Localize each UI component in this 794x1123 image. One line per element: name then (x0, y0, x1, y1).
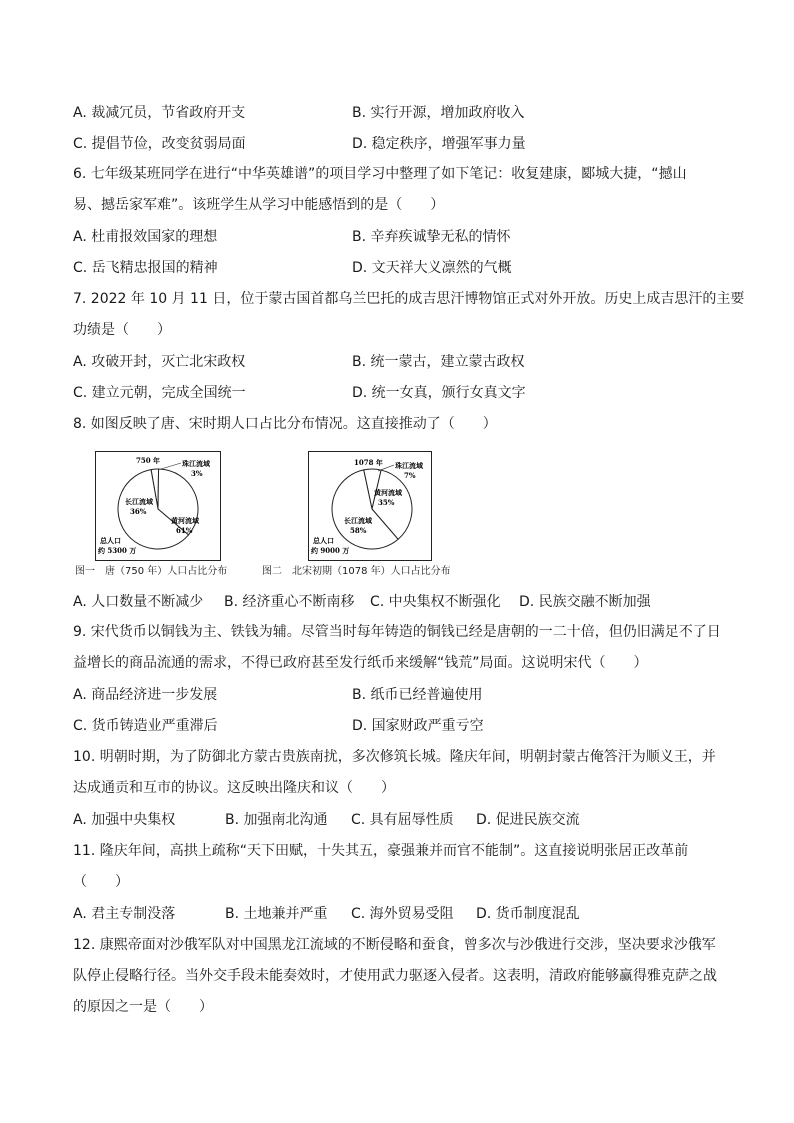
figure-1-changjiang-value: 36% (130, 507, 147, 516)
figure-2-caption: 图二 北宋初期（1078 年）人口占比分布 (262, 566, 451, 577)
q9-stem-line-1: 9. 宋代货币以铜钱为主、铁钱为辅。尽管当时每年铸造的铜钱已经是唐朝的一二十倍，但仍旧满足不了日 (73, 624, 721, 640)
figure-2-year-label: 1078 年 (354, 458, 383, 467)
q11-stem-line-2: （ ） (73, 874, 129, 890)
q12-stem-line-1: 12. 康熙帝面对沙俄军队对中国黑龙江流域的不断侵略和蚕食，曾多次与沙俄进行交涉，坚决要求沙俄军 (73, 937, 716, 953)
q8-option-a: A. 人口数量不断减少 (73, 594, 204, 610)
figure-1-zhujiang-name: 珠江流域 (182, 459, 210, 468)
q7-stem-line-2: 功绩是（ ） (73, 322, 171, 338)
q11-stem-line-1: 11. 隆庆年间，高拱上疏称“天下田赋，十失其五，豪强兼并而官不能制”。这直接说明张居正改革前 (73, 843, 689, 859)
q6-stem-line-1: 6. 七年级某班同学在进行“中华英雄谱”的项目学习中整理了如下笔记：收复建康，郾城大捷，“撼山 (73, 166, 687, 182)
figure-2-huanghe-value: 35% (378, 498, 395, 507)
q10-stem-line-1: 10. 明朝时期，为了防御北方蒙古贵族南扰，多次修筑长城。隆庆年间，明朝封蒙古俺答汗为顺义王，并 (73, 749, 716, 765)
figure-2-pie-chart (308, 451, 432, 561)
q7-option-b: B. 统一蒙古，建立蒙古政权 (352, 354, 525, 370)
figure-2-zhujiang-name: 珠江流域 (395, 461, 423, 470)
q9-option-c: C. 货币铸造业严重滞后 (73, 718, 218, 734)
q10-stem-line-2: 达成通贡和互市的协议。这反映出隆庆和议（ ） (73, 780, 395, 796)
figure-1-huanghe-value: 61% (176, 526, 193, 535)
q10-option-a: A. 加强中央集权 (73, 812, 176, 828)
q7-option-a: A. 攻破开封，灭亡北宋政权 (73, 354, 246, 370)
q9-option-b: B. 纸币已经普遍使用 (352, 687, 483, 703)
figure-1-total-label: 总人口 (100, 536, 121, 545)
q9-option-a: A. 商品经济进一步发展 (73, 687, 218, 703)
q10-option-b: B. 加强南北沟通 (225, 812, 328, 828)
q6-option-d: D. 文天祥大义凛然的气概 (352, 260, 512, 276)
figure-2-total-label: 总人口 (313, 536, 334, 545)
q12-stem-line-3: 的原因之一是（ ） (73, 999, 213, 1015)
figure-2-changjiang-value: 58% (350, 526, 367, 535)
q8-option-d: D. 民族交融不断加强 (519, 594, 651, 610)
q9-option-d: D. 国家财政严重亏空 (352, 718, 484, 734)
figure-1-changjiang-name: 长江流域 (125, 497, 153, 506)
figure-1-year-label: 750 年 (136, 456, 161, 465)
figure-2-zhujiang-value: 7% (404, 471, 416, 480)
q10-option-d: D. 促进民族交流 (476, 812, 580, 828)
q5-option-a: A. 裁减冗员，节省政府开支 (73, 105, 246, 121)
q11-option-c: C. 海外贸易受阻 (351, 906, 454, 922)
figure-2-changjiang-name: 长江流域 (344, 516, 372, 525)
figure-1-total-value: 约 5300 万 (98, 546, 137, 555)
figure-1-pie-chart (95, 451, 221, 561)
figure-2-total-value: 约 9000 万 (311, 546, 350, 555)
figure-1-zhujiang-value: 3% (191, 469, 203, 478)
figure-1-caption: 图一 唐（750 年）人口占比分布 (75, 566, 228, 577)
q11-option-d: D. 货币制度混乱 (476, 906, 580, 922)
q6-option-b: B. 辛弃疾诚挚无私的情怀 (352, 229, 511, 245)
figure-1-huanghe-name: 黄河流域 (171, 516, 199, 525)
q8-option-b: B. 经济重心不断南移 (224, 594, 355, 610)
q5-option-d: D. 稳定秩序，增强军事力量 (352, 136, 526, 152)
q6-stem-line-2: 易、撼岳家军难”。该班学生从学习中能感悟到的是（ ） (73, 197, 445, 213)
q6-option-c: C. 岳飞精忠报国的精神 (73, 260, 218, 276)
q7-stem-line-1: 7. 2022 年 10 月 11 日，位于蒙古国首都乌兰巴托的成吉思汗博物馆正式对外开放。历史上成吉思汗的主要 (73, 291, 745, 307)
q12-stem-line-2: 队停止侵略行径。当外交手段未能奏效时，才使用武力驱逐入侵者。这表明，清政府能够赢得雅克萨之战 (73, 968, 717, 984)
q5-option-c: C. 提倡节俭，改变贫弱局面 (73, 136, 246, 152)
q8-stem: 8. 如图反映了唐、宋时期人口占比分布情况。这直接推动了（ ） (73, 416, 497, 432)
q6-option-a: A. 杜甫报效国家的理想 (73, 229, 218, 245)
q7-option-c: C. 建立元朝，完成全国统一 (73, 385, 246, 401)
q10-option-c: C. 具有屈辱性质 (351, 812, 454, 828)
figure-2-huanghe-name: 黄河流域 (374, 488, 402, 497)
q5-option-b: B. 实行开源，增加政府收入 (352, 105, 525, 121)
q11-option-a: A. 君主专制没落 (73, 906, 176, 922)
q11-option-b: B. 土地兼并严重 (225, 906, 328, 922)
q7-option-d: D. 统一女真，颁行女真文字 (352, 385, 526, 401)
q8-option-c: C. 中央集权不断强化 (370, 594, 501, 610)
q9-stem-line-2: 益增长的商品流通的需求，不得已政府甚至发行纸币来缓解“钱荒”局面。这说明宋代（ ） (73, 655, 648, 671)
